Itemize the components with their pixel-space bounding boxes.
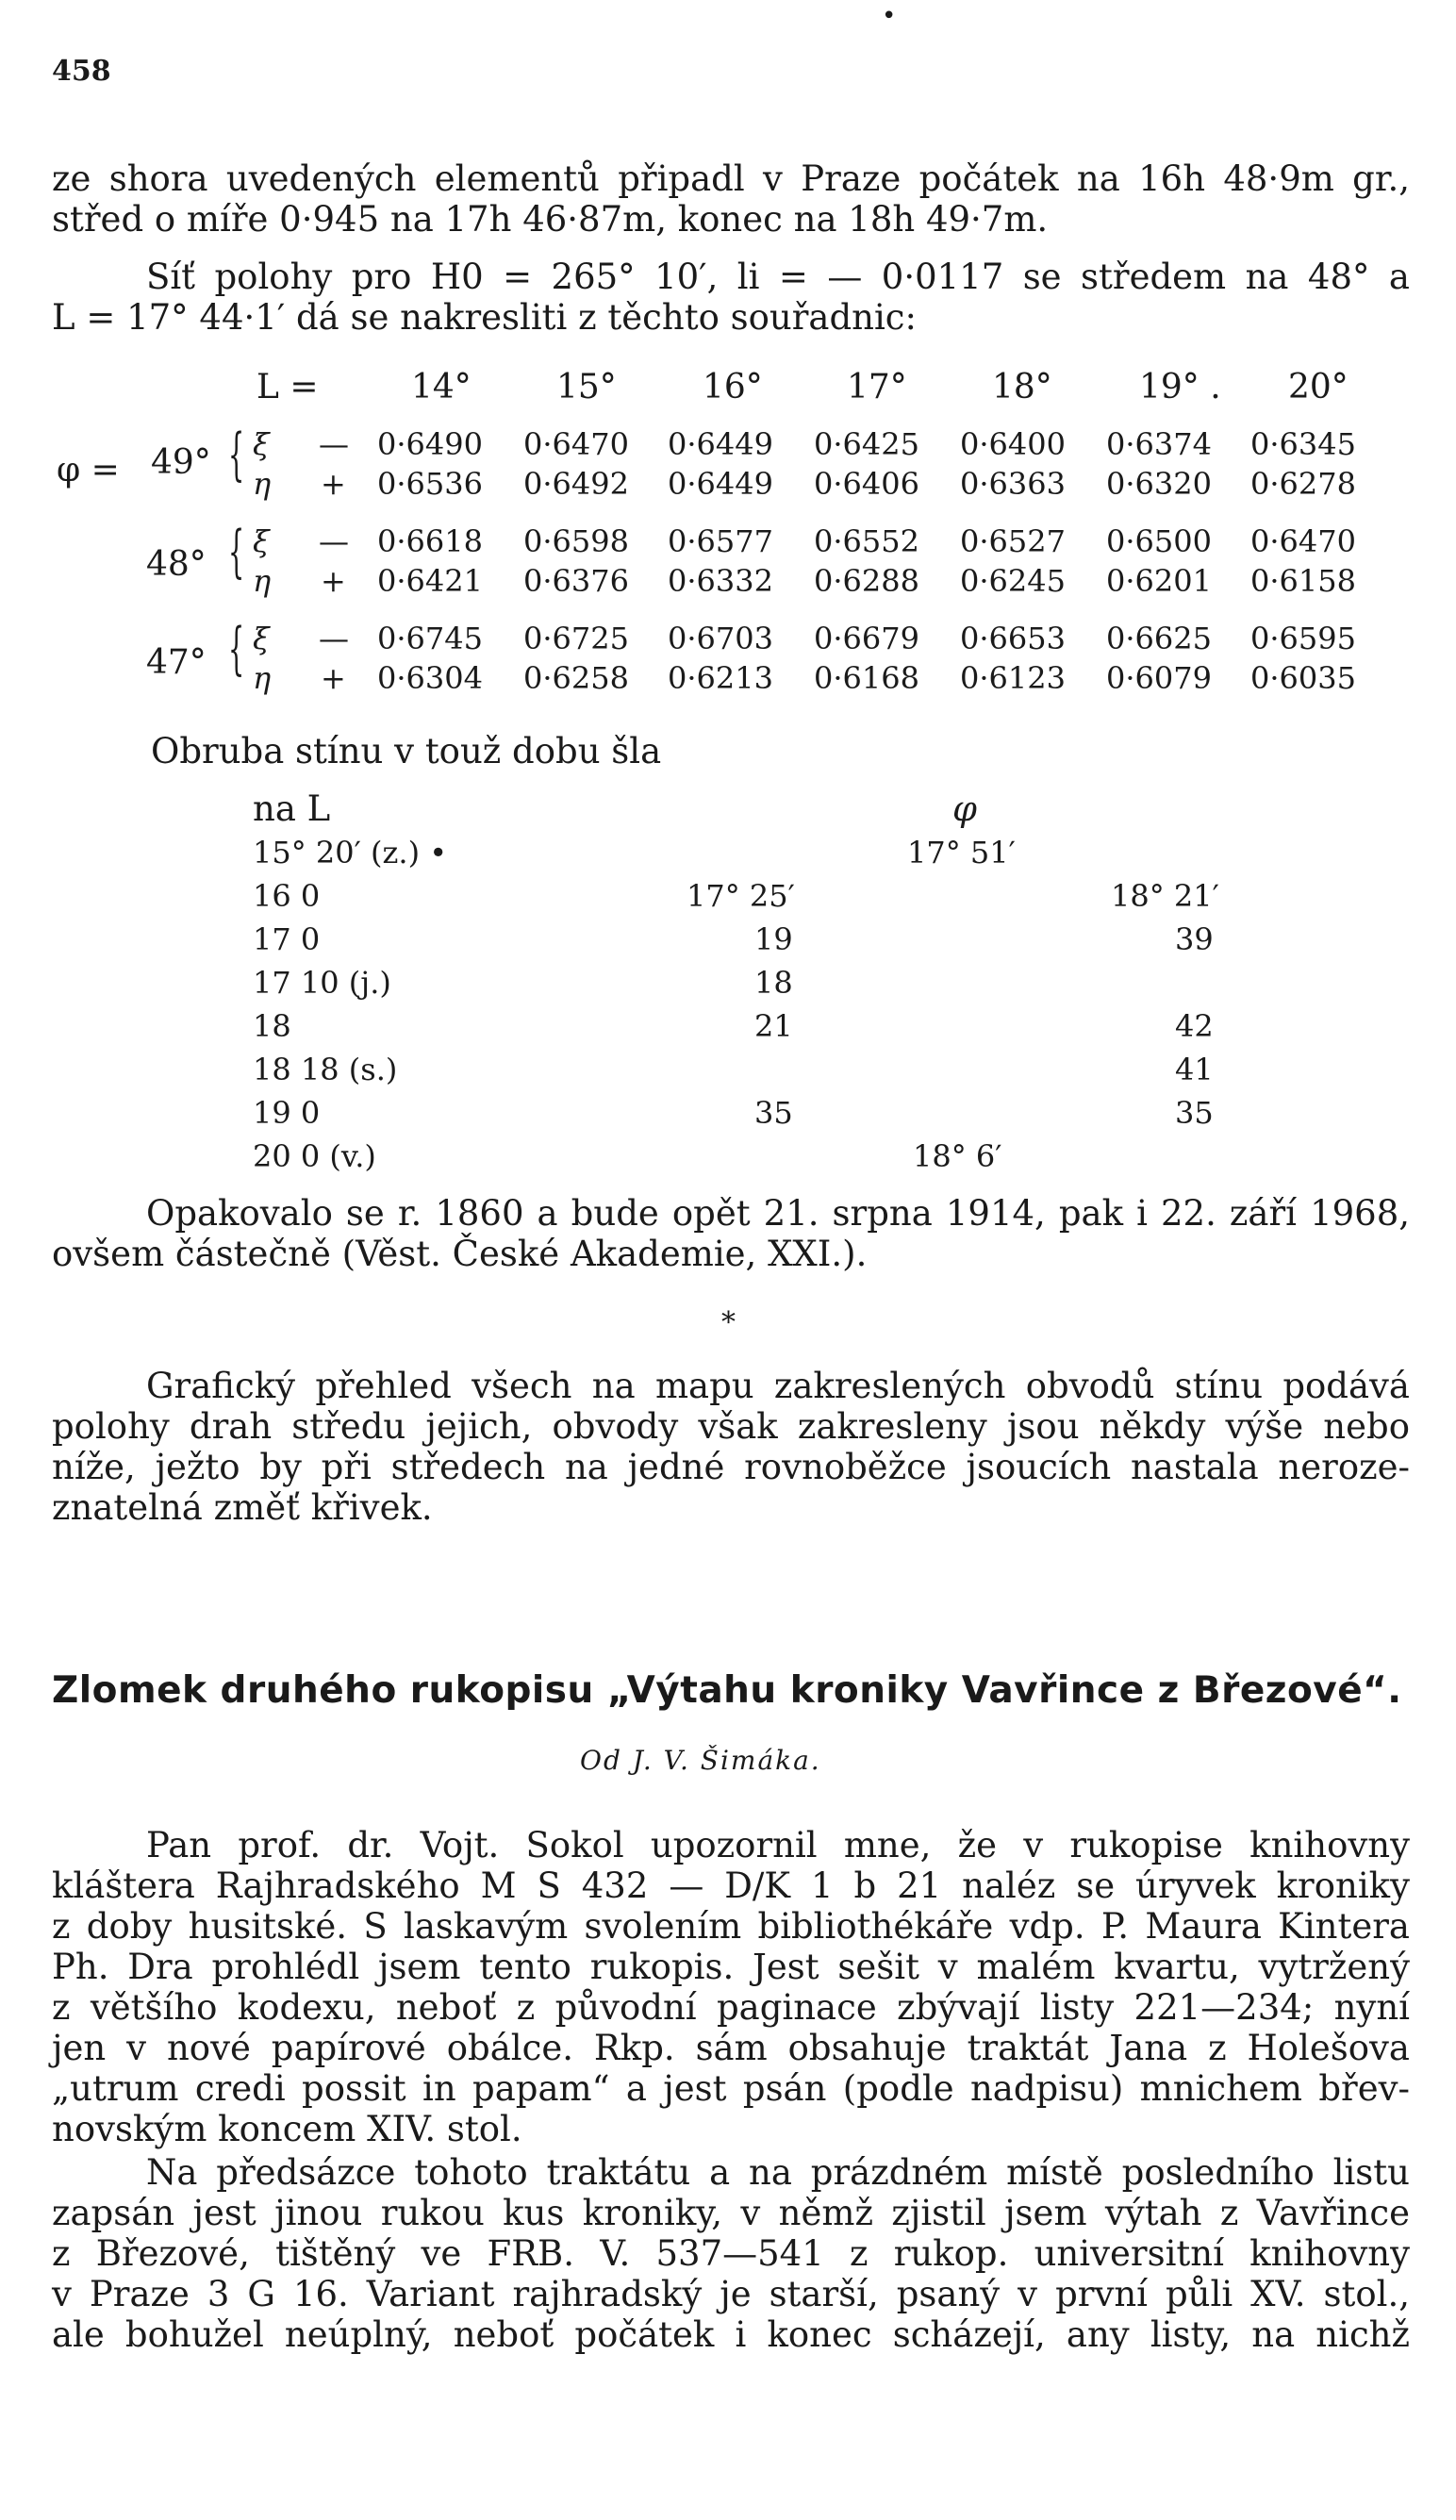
table-header-cell: 14° xyxy=(411,368,472,406)
table-cell: 0·6035 xyxy=(1250,660,1356,696)
shadow-phi: 19 xyxy=(754,921,793,957)
top-mark: • xyxy=(882,2,897,30)
table-header-label: L = xyxy=(256,368,319,406)
table-cell: 0·6400 xyxy=(960,426,1066,462)
article-title: Zlomek druhého rukopisu „Výtahu kroniky Vavřince z Březové“. xyxy=(52,1669,1402,1712)
brace: { xyxy=(228,422,245,488)
repeat-line: ovšem částečně (Věst. České Akademie, XXI.). xyxy=(52,1234,868,1274)
brace: { xyxy=(228,616,245,682)
shadow-L: 17 10 (j.) xyxy=(253,965,391,1001)
table-cell: 0·6500 xyxy=(1106,523,1212,559)
table-cell: 0·6158 xyxy=(1250,563,1356,599)
table-cell: 0·6625 xyxy=(1106,621,1212,656)
table-cell: 0·6421 xyxy=(377,563,483,599)
xi-symbol: ξ xyxy=(253,426,270,462)
table-header-cell: 19° . xyxy=(1139,368,1221,406)
body-line: „utrum credi possit in papam“ a jest psán (podle nadpisu) mnichem břev- xyxy=(52,2068,1410,2109)
shadow-phi: 21 xyxy=(754,1008,793,1044)
shadow-header-phi: φ xyxy=(952,788,977,829)
latitude-label: 47° xyxy=(146,643,207,682)
repeat-line: Opakovalo se r. 1860 a bude opět 21. srpna 1914, pak i 22. září 1968, xyxy=(146,1193,1410,1234)
shadow-L: 18 xyxy=(253,1008,291,1044)
table-cell: 0·6245 xyxy=(960,563,1066,599)
shadow-phi: 17° 51′ xyxy=(907,835,1016,870)
shadow-L: 20 0 (v.) xyxy=(253,1138,376,1174)
shadow-phi: 35 xyxy=(754,1095,793,1131)
latitude-label: 49° xyxy=(151,443,211,482)
shadow-phi: 35 xyxy=(1175,1095,1214,1131)
body-line: Na předsázce tohoto traktátu a na prázdném místě posledního listu xyxy=(146,2152,1410,2193)
table-cell: 0·6470 xyxy=(1250,523,1356,559)
table-cell: 0·6703 xyxy=(668,621,773,656)
table-cell: 0·6679 xyxy=(814,621,919,656)
grid-line: Síť polohy pro H0 = 265° 10′, li = — 0·0117 se středem na 48° a xyxy=(146,257,1410,297)
table-cell: 0·6345 xyxy=(1250,426,1356,462)
table-cell: 0·6213 xyxy=(668,660,773,696)
body-paragraph-2 xyxy=(52,2152,1410,2355)
body-line: jen v nové papírové obálce. Rkp. sám obsahuje traktát Jana z Holešova xyxy=(52,2028,1410,2068)
body-paragraph-1 xyxy=(52,1825,1410,2149)
article-author: Od J. V. Šimáka. xyxy=(580,1745,821,1776)
table-cell: 0·6449 xyxy=(668,466,773,502)
page-number: 458 xyxy=(52,55,111,88)
repeat-paragraph xyxy=(52,1193,1410,1274)
table-cell: 0·6363 xyxy=(960,466,1066,502)
graphic-line: níže, ježto by při středech na jedné rovnoběžce jsoucích nastala neroze- xyxy=(52,1447,1410,1487)
table-cell: 0·6577 xyxy=(668,523,773,559)
intro-line: ze shora uvedených elementů připadl v Praze počátek na 16h 48·9m gr., xyxy=(52,158,1410,199)
table-cell: 0·6653 xyxy=(960,621,1066,656)
body-line: z doby husitské. S laskavým svolením bibliothékáře vdp. P. Maura Kintera xyxy=(52,1906,1410,1947)
shadow-L: 16 0 xyxy=(253,878,321,914)
table-cell: 0·6527 xyxy=(960,523,1066,559)
sign: — xyxy=(319,523,349,559)
table-cell: 0·6492 xyxy=(523,466,629,502)
table-cell: 0·6449 xyxy=(668,426,773,462)
shadow-L: 17 0 xyxy=(253,921,321,957)
shadow-phi: 42 xyxy=(1175,1008,1214,1044)
body-line: zapsán jest jinou rukou kus kroniky, v němž zjistil jsem výtah z Vavřince xyxy=(52,2193,1410,2233)
shadow-phi: 17° 25′ xyxy=(687,878,795,914)
table-cell: 0·6425 xyxy=(814,426,919,462)
separator-star: * xyxy=(721,1306,736,1339)
table-header-cell: 17° xyxy=(847,368,907,406)
brace: { xyxy=(228,519,245,585)
body-line: z Březové, tištěný ve FRB. V. 537—541 z rukop. universitní knihovny xyxy=(52,2233,1410,2274)
eta-symbol: η xyxy=(253,563,272,599)
graphic-line: Grafický přehled všech na mapu zakreslených obvodů stínu podává xyxy=(146,1366,1410,1406)
table-cell: 0·6320 xyxy=(1106,466,1212,502)
body-line: v Praze 3 G 16. Variant rajhradský je starší, psaný v první půli XV. stol., xyxy=(52,2274,1410,2314)
shadow-phi: 18° 21′ xyxy=(1111,878,1219,914)
shadow-phi: 18 xyxy=(754,965,793,1001)
table-cell: 0·6490 xyxy=(377,426,483,462)
table-cell: 0·6123 xyxy=(960,660,1066,696)
shadow-intro: Obruba stínu v touž dobu šla xyxy=(151,731,662,771)
table-cell: 0·6745 xyxy=(377,621,483,656)
table-cell: 0·6258 xyxy=(523,660,629,696)
eta-symbol: η xyxy=(253,466,272,502)
table-cell: 0·6288 xyxy=(814,563,919,599)
shadow-L: 18 18 (s.) xyxy=(253,1052,398,1087)
table-header-cell: 15° xyxy=(556,368,617,406)
table-cell: 0·6201 xyxy=(1106,563,1212,599)
body-line: kláštera Rajhradského M S 432 — D/K 1 b 21 naléz se úryvek kroniky xyxy=(52,1865,1410,1906)
table-header-cell: 18° xyxy=(992,368,1052,406)
table-cell: 0·6374 xyxy=(1106,426,1212,462)
table-cell: 0·6332 xyxy=(668,563,773,599)
grid-paragraph xyxy=(52,257,1410,338)
table-cell: 0·6598 xyxy=(523,523,629,559)
table-header-cell: 20° xyxy=(1288,368,1348,406)
graphic-line: znatelná změť křivek. xyxy=(52,1487,433,1528)
eta-symbol: η xyxy=(253,660,272,696)
body-line: novským koncem XIV. stol. xyxy=(52,2109,522,2149)
table-cell: 0·6304 xyxy=(377,660,483,696)
shadow-header-L: na L xyxy=(253,788,331,829)
grid-line: L = 17° 44·1′ dá se nakresliti z těchto souřadnic: xyxy=(52,297,917,338)
intro-paragraph xyxy=(52,158,1410,240)
table-header-cell: 16° xyxy=(703,368,763,406)
sign: + xyxy=(321,563,346,599)
table-cell: 0·6536 xyxy=(377,466,483,502)
table-cell: 0·6278 xyxy=(1250,466,1356,502)
graphic-line: polohy drah středu jejich, obvody však zakresleny jsou někdy výše nebo xyxy=(52,1406,1410,1447)
sign: — xyxy=(319,621,349,656)
table-cell: 0·6552 xyxy=(814,523,919,559)
shadow-phi: 18° 6′ xyxy=(913,1138,1002,1174)
table-cell: 0·6725 xyxy=(523,621,629,656)
latitude-label: 48° xyxy=(146,545,207,584)
body-line: ale bohužel neúplný, neboť počátek i konec scházejí, any listy, na nichž xyxy=(52,2314,1410,2355)
table-cell: 0·6595 xyxy=(1250,621,1356,656)
sign: + xyxy=(321,466,346,502)
table-cell: 0·6470 xyxy=(523,426,629,462)
intro-line: střed o míře 0·945 na 17h 46·87m, konec na 18h 49·7m. xyxy=(52,199,1049,240)
table-cell: 0·6079 xyxy=(1106,660,1212,696)
body-line: Ph. Dra prohlédl jsem tento rukopis. Jest sešit v malém kvartu, vytržený xyxy=(52,1947,1410,1987)
xi-symbol: ξ xyxy=(253,621,270,656)
table-cell: 0·6406 xyxy=(814,466,919,502)
shadow-phi: 39 xyxy=(1175,921,1214,957)
xi-symbol: ξ xyxy=(253,523,270,559)
phi-label: φ = xyxy=(57,451,120,489)
body-line: z většího kodexu, neboť z původní paginace zbývají listy 221—234; nyní xyxy=(52,1987,1410,2028)
sign: — xyxy=(319,426,349,462)
shadow-L: 15° 20′ (z.) • xyxy=(253,835,448,870)
body-line: Pan prof. dr. Vojt. Sokol upozornil mne, že v rukopise knihovny xyxy=(146,1825,1410,1865)
table-cell: 0·6168 xyxy=(814,660,919,696)
table-cell: 0·6618 xyxy=(377,523,483,559)
graphic-paragraph xyxy=(52,1366,1410,1528)
table-cell: 0·6376 xyxy=(523,563,629,599)
sign: + xyxy=(321,660,346,696)
shadow-phi: 41 xyxy=(1175,1052,1214,1087)
shadow-L: 19 0 xyxy=(253,1095,321,1131)
